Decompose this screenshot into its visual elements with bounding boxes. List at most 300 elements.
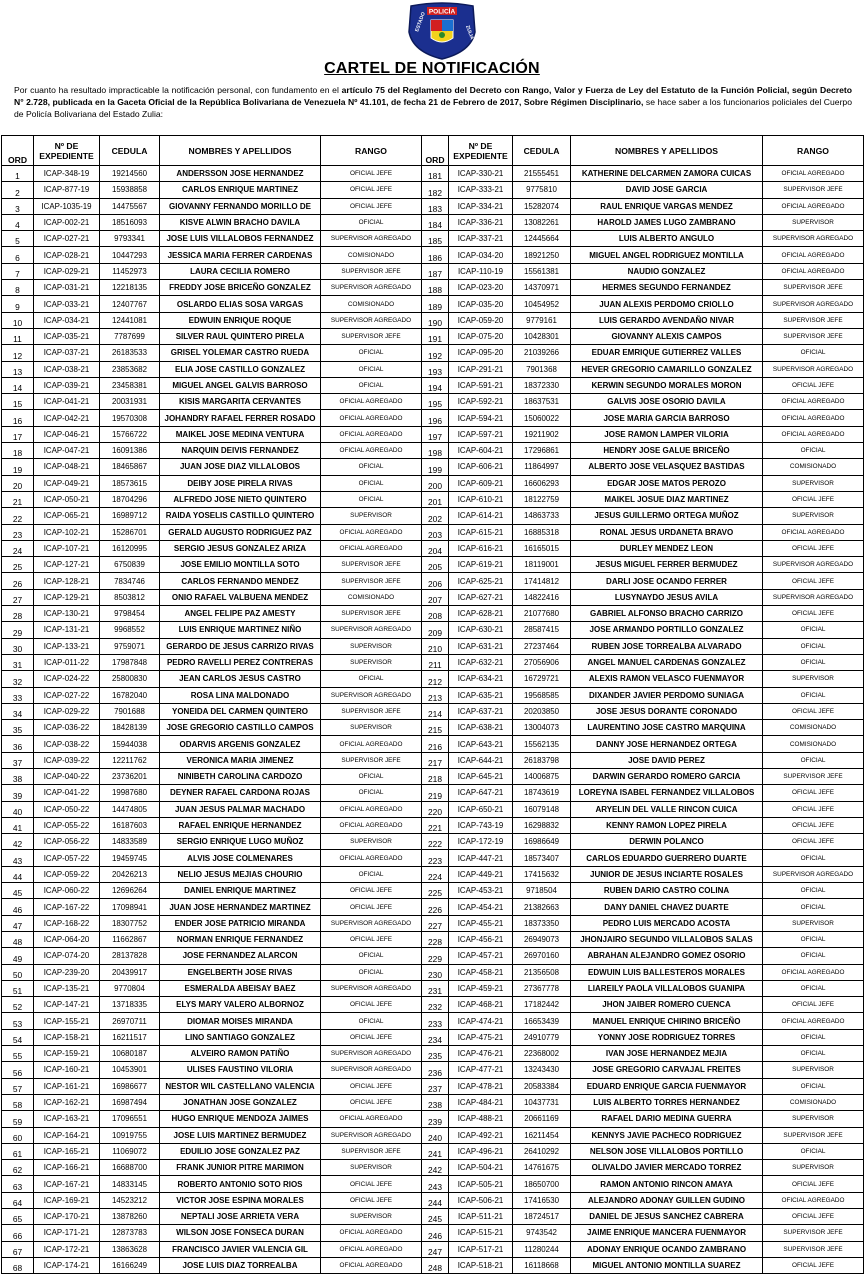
table-row bbox=[2, 296, 422, 312]
cell-nombre: DAVID JOSE GARCIA bbox=[571, 182, 763, 198]
cell-ord: 234 bbox=[422, 1029, 449, 1045]
cell-cedula: 14523212 bbox=[100, 1192, 160, 1208]
cell-expediente: ICAP-643-21 bbox=[449, 736, 513, 752]
cell-ord: 50 bbox=[2, 964, 34, 980]
cell-nombre: RAFAEL ENRIQUE HERNANDEZ bbox=[160, 817, 321, 833]
cell-rango: OFICIAL AGREGADO bbox=[321, 394, 422, 410]
cell-ord: 231 bbox=[422, 980, 449, 996]
cell-ord: 47 bbox=[2, 915, 34, 931]
cell-nombre: MAIKEL JOSUE DIAZ MARTINEZ bbox=[571, 491, 763, 507]
cell-ord: 65 bbox=[2, 1209, 34, 1225]
cell-ord: 5 bbox=[2, 231, 34, 247]
cell-cedula: 12211762 bbox=[100, 752, 160, 768]
table-row bbox=[422, 166, 864, 182]
col-cedula-header: CEDULA bbox=[513, 136, 571, 166]
cell-expediente: ICAP-167-21 bbox=[34, 1176, 100, 1192]
table-row bbox=[2, 703, 422, 719]
table-header-row bbox=[2, 136, 422, 166]
cell-cedula: 19214560 bbox=[100, 166, 160, 182]
cell-expediente: ICAP-474-21 bbox=[449, 1013, 513, 1029]
cell-expediente: ICAP-604-21 bbox=[449, 443, 513, 459]
cell-rango: OFICIAL bbox=[321, 964, 422, 980]
cell-ord: 199 bbox=[422, 459, 449, 475]
cell-expediente: ICAP-038-22 bbox=[34, 736, 100, 752]
cell-cedula: 12441081 bbox=[100, 312, 160, 328]
cell-expediente: ICAP-133-21 bbox=[34, 638, 100, 654]
cell-expediente: ICAP-592-21 bbox=[449, 394, 513, 410]
cell-ord: 10 bbox=[2, 312, 34, 328]
cell-cedula: 16729721 bbox=[513, 671, 571, 687]
cell-ord: 230 bbox=[422, 964, 449, 980]
cell-cedula: 21555451 bbox=[513, 166, 571, 182]
cell-cedula: 26949073 bbox=[513, 931, 571, 947]
cell-nombre: JOSE LUIS VILLALOBOS FERNANDEZ bbox=[160, 231, 321, 247]
cell-cedula: 9968552 bbox=[100, 622, 160, 638]
cell-cedula: 16606293 bbox=[513, 475, 571, 491]
cell-rango: OFICIAL bbox=[321, 1013, 422, 1029]
cell-nombre: ADONAY ENRIQUE OCANDO ZAMBRANO bbox=[571, 1241, 763, 1257]
cell-expediente: ICAP-597-21 bbox=[449, 426, 513, 442]
table-row bbox=[422, 1094, 864, 1110]
cell-expediente: ICAP-619-21 bbox=[449, 557, 513, 573]
cell-ord: 14 bbox=[2, 377, 34, 393]
cell-expediente: ICAP-610-21 bbox=[449, 491, 513, 507]
cell-ord: 40 bbox=[2, 801, 34, 817]
cell-rango: OFICIAL JEFE bbox=[321, 198, 422, 214]
cell-ord: 16 bbox=[2, 410, 34, 426]
cell-ord: 58 bbox=[2, 1094, 34, 1110]
cell-rango: OFICIAL bbox=[321, 377, 422, 393]
cell-rango: OFICIAL JEFE bbox=[321, 883, 422, 899]
cell-ord: 39 bbox=[2, 785, 34, 801]
table-row bbox=[2, 1241, 422, 1257]
cell-nombre: ALBERTO JOSE VELASQUEZ BASTIDAS bbox=[571, 459, 763, 475]
page-title: CARTEL DE NOTIFICACIÓN bbox=[324, 60, 540, 77]
table-row bbox=[422, 638, 864, 654]
cell-expediente: ICAP-158-21 bbox=[34, 1029, 100, 1045]
cell-rango: COMISIONADO bbox=[321, 247, 422, 263]
cell-ord: 219 bbox=[422, 785, 449, 801]
table-row bbox=[422, 1013, 864, 1029]
cell-ord: 212 bbox=[422, 671, 449, 687]
cell-expediente: ICAP-455-21 bbox=[449, 915, 513, 931]
table-row bbox=[422, 1062, 864, 1078]
cell-cedula: 16187603 bbox=[100, 817, 160, 833]
cell-rango: OFICIAL AGREGADO bbox=[321, 817, 422, 833]
cell-nombre: IVAN JOSE HERNANDEZ MEJIA bbox=[571, 1046, 763, 1062]
cell-nombre: LAURENTINO JOSE CASTRO MARQUINA bbox=[571, 720, 763, 736]
table-row bbox=[422, 1143, 864, 1159]
cell-nombre: JUAN ALEXIS PERDOMO CRIOLLO bbox=[571, 296, 763, 312]
cell-nombre: FRANK JUNIOR PITRE MARIMON bbox=[160, 1160, 321, 1176]
table-row bbox=[2, 247, 422, 263]
table-row bbox=[422, 345, 864, 361]
cell-rango: OFICIAL bbox=[321, 671, 422, 687]
table-row bbox=[422, 573, 864, 589]
cell-cedula: 9759071 bbox=[100, 638, 160, 654]
cell-cedula: 15561381 bbox=[513, 263, 571, 279]
cell-cedula: 19459745 bbox=[100, 850, 160, 866]
cell-expediente: ICAP-606-21 bbox=[449, 459, 513, 475]
table-row bbox=[2, 394, 422, 410]
cell-ord: 238 bbox=[422, 1094, 449, 1110]
cell-rango: COMISIONADO bbox=[321, 296, 422, 312]
cell-cedula: 15766722 bbox=[100, 426, 160, 442]
cell-nombre: ALEXIS RAMON VELASCO FUENMAYOR bbox=[571, 671, 763, 687]
cell-cedula: 8503812 bbox=[100, 589, 160, 605]
cell-nombre: SERGIO JESUS GONZALEZ ARIZA bbox=[160, 540, 321, 556]
table-row bbox=[422, 1225, 864, 1241]
cell-nombre: NEPTALI JOSE ARRIETA VERA bbox=[160, 1209, 321, 1225]
cell-expediente: ICAP-615-21 bbox=[449, 524, 513, 540]
cell-expediente: ICAP-035-21 bbox=[34, 328, 100, 344]
cell-rango: SUPERVISOR AGREGADO bbox=[763, 231, 864, 247]
cell-ord: 187 bbox=[422, 263, 449, 279]
cell-expediente: ICAP-518-21 bbox=[449, 1257, 513, 1273]
cell-rango: OFICIAL bbox=[321, 475, 422, 491]
table-row bbox=[422, 883, 864, 899]
cell-nombre: LUIS ENRIQUE MARTINEZ NIÑO bbox=[160, 622, 321, 638]
cell-nombre: ENGELBERTH JOSE RIVAS bbox=[160, 964, 321, 980]
cell-rango: SUPERVISOR bbox=[321, 508, 422, 524]
intro-paragraph bbox=[14, 84, 852, 120]
cell-cedula: 9770804 bbox=[100, 980, 160, 996]
cell-nombre: RONAL JESUS URDANETA BRAVO bbox=[571, 524, 763, 540]
cell-expediente: ICAP-458-21 bbox=[449, 964, 513, 980]
cell-ord: 12 bbox=[2, 345, 34, 361]
cell-cedula: 16211517 bbox=[100, 1029, 160, 1045]
cell-nombre: JOSE LUIS DIAZ TORREALBA bbox=[160, 1257, 321, 1273]
table-row bbox=[422, 214, 864, 230]
table-row bbox=[2, 980, 422, 996]
cell-rango: OFICIAL bbox=[763, 654, 864, 670]
cell-nombre: DANIEL ENRIQUE MARTINEZ bbox=[160, 883, 321, 899]
table-row bbox=[2, 671, 422, 687]
cell-ord: 200 bbox=[422, 475, 449, 491]
cell-rango: SUPERVISOR bbox=[321, 720, 422, 736]
table-row bbox=[422, 850, 864, 866]
cell-cedula: 13243430 bbox=[513, 1062, 571, 1078]
cell-expediente: ICAP-591-21 bbox=[449, 377, 513, 393]
cell-ord: 56 bbox=[2, 1062, 34, 1078]
cell-ord: 21 bbox=[2, 491, 34, 507]
cell-expediente: ICAP-042-21 bbox=[34, 410, 100, 426]
cell-cedula: 21077680 bbox=[513, 606, 571, 622]
cell-rango: OFICIAL AGREGADO bbox=[321, 1225, 422, 1241]
cell-expediente: ICAP-127-21 bbox=[34, 557, 100, 573]
table-row bbox=[2, 475, 422, 491]
cell-ord: 54 bbox=[2, 1029, 34, 1045]
cell-cedula: 9718504 bbox=[513, 883, 571, 899]
cell-expediente: ICAP-627-21 bbox=[449, 589, 513, 605]
cell-expediente: ICAP-056-22 bbox=[34, 834, 100, 850]
cell-cedula: 16782040 bbox=[100, 687, 160, 703]
cell-cedula: 18465867 bbox=[100, 459, 160, 475]
cell-rango: OFICIAL bbox=[763, 345, 864, 361]
table-row bbox=[422, 557, 864, 573]
cell-rango: OFICIAL JEFE bbox=[763, 1257, 864, 1273]
cell-nombre: JOSE MARIA GARCIA BARROSO bbox=[571, 410, 763, 426]
cell-ord: 213 bbox=[422, 687, 449, 703]
cell-nombre: RUBEN DARIO CASTRO COLINA bbox=[571, 883, 763, 899]
cell-ord: 215 bbox=[422, 720, 449, 736]
cell-ord: 24 bbox=[2, 540, 34, 556]
cell-expediente: ICAP-631-21 bbox=[449, 638, 513, 654]
cell-expediente: ICAP-038-21 bbox=[34, 361, 100, 377]
cell-ord: 189 bbox=[422, 296, 449, 312]
cell-ord: 240 bbox=[422, 1127, 449, 1143]
cell-rango: OFICIAL bbox=[763, 850, 864, 866]
cell-rango: OFICIAL bbox=[321, 785, 422, 801]
cell-expediente: ICAP-505-21 bbox=[449, 1176, 513, 1192]
cell-expediente: ICAP-040-22 bbox=[34, 768, 100, 784]
table-row bbox=[422, 589, 864, 605]
cell-ord: 204 bbox=[422, 540, 449, 556]
cell-ord: 218 bbox=[422, 768, 449, 784]
cell-rango: OFICIAL bbox=[321, 361, 422, 377]
cell-ord: 35 bbox=[2, 720, 34, 736]
cell-ord: 216 bbox=[422, 736, 449, 752]
table-row bbox=[422, 459, 864, 475]
cell-rango: OFICIAL JEFE bbox=[763, 1209, 864, 1225]
cell-cedula: 10454952 bbox=[513, 296, 571, 312]
cell-cedula: 18637531 bbox=[513, 394, 571, 410]
cell-rango: SUPERVISOR AGREGADO bbox=[321, 1046, 422, 1062]
cell-expediente: ICAP-456-21 bbox=[449, 931, 513, 947]
cell-nombre: DANNY JOSE HERNANDEZ ORTEGA bbox=[571, 736, 763, 752]
cell-nombre: FREDDY JOSE BRICEÑO GONZALEZ bbox=[160, 280, 321, 296]
cell-ord: 181 bbox=[422, 166, 449, 182]
cell-cedula: 18704296 bbox=[100, 491, 160, 507]
cell-cedula: 9798454 bbox=[100, 606, 160, 622]
cell-cedula: 26410292 bbox=[513, 1143, 571, 1159]
cell-rango: OFICIAL JEFE bbox=[763, 1176, 864, 1192]
cell-rango: OFICIAL JEFE bbox=[763, 703, 864, 719]
table-row bbox=[2, 1078, 422, 1094]
col-cedula-header: CEDULA bbox=[100, 136, 160, 166]
cell-cedula: 26970160 bbox=[513, 948, 571, 964]
cell-cedula: 13004073 bbox=[513, 720, 571, 736]
cell-cedula: 18372330 bbox=[513, 377, 571, 393]
table-row bbox=[2, 622, 422, 638]
cell-expediente: ICAP-164-21 bbox=[34, 1127, 100, 1143]
cell-nombre: NAUDIO GONZALEZ bbox=[571, 263, 763, 279]
table-row bbox=[422, 606, 864, 622]
badge-top-text: POLICÍA bbox=[428, 8, 456, 16]
cell-nombre: RAUL ENRIQUE VARGAS MENDEZ bbox=[571, 198, 763, 214]
table-row bbox=[422, 785, 864, 801]
cell-ord: 198 bbox=[422, 443, 449, 459]
cell-ord: 67 bbox=[2, 1241, 34, 1257]
cell-nombre: JOSE LUIS MARTINEZ BERMUDEZ bbox=[160, 1127, 321, 1143]
cell-nombre: LIAREILY PAOLA VILLALOBOS GUANIPA bbox=[571, 980, 763, 996]
cell-expediente: ICAP-650-21 bbox=[449, 801, 513, 817]
cell-nombre: DIXANDER JAVIER PERDOMO SUNIAGA bbox=[571, 687, 763, 703]
cell-ord: 3 bbox=[2, 198, 34, 214]
table-row bbox=[422, 475, 864, 491]
cell-nombre: WILSON JOSE FONSECA DURAN bbox=[160, 1225, 321, 1241]
table-row bbox=[422, 491, 864, 507]
table-row bbox=[422, 312, 864, 328]
cell-rango: OFICIAL bbox=[763, 1078, 864, 1094]
cell-ord: 49 bbox=[2, 948, 34, 964]
cell-expediente: ICAP-630-21 bbox=[449, 622, 513, 638]
cell-ord: 244 bbox=[422, 1192, 449, 1208]
cell-ord: 7 bbox=[2, 263, 34, 279]
cell-ord: 225 bbox=[422, 883, 449, 899]
cell-ord: 194 bbox=[422, 377, 449, 393]
cell-ord: 235 bbox=[422, 1046, 449, 1062]
cell-cedula: 16298832 bbox=[513, 817, 571, 833]
table-row bbox=[422, 948, 864, 964]
cell-ord: 232 bbox=[422, 997, 449, 1013]
cell-rango: OFICIAL AGREGADO bbox=[763, 263, 864, 279]
table-row bbox=[2, 768, 422, 784]
cell-cedula: 7834746 bbox=[100, 573, 160, 589]
cell-expediente: ICAP-035-20 bbox=[449, 296, 513, 312]
cell-ord: 55 bbox=[2, 1046, 34, 1062]
cell-rango: SUPERVISOR JEFE bbox=[763, 280, 864, 296]
cell-nombre: MAIKEL JOSE MEDINA VENTURA bbox=[160, 426, 321, 442]
cell-cedula: 16688700 bbox=[100, 1160, 160, 1176]
cell-rango: OFICIAL AGREGADO bbox=[321, 410, 422, 426]
cell-rango: OFICIAL AGREGADO bbox=[763, 524, 864, 540]
cell-ord: 227 bbox=[422, 915, 449, 931]
cell-rango: OFICIAL AGREGADO bbox=[763, 964, 864, 980]
cell-expediente: ICAP-024-22 bbox=[34, 671, 100, 687]
cell-expediente: ICAP-169-21 bbox=[34, 1192, 100, 1208]
cell-rango: OFICIAL JEFE bbox=[763, 801, 864, 817]
table-row bbox=[2, 214, 422, 230]
cell-nombre: RAIDA YOSELIS CASTILLO QUINTERO bbox=[160, 508, 321, 524]
cell-ord: 23 bbox=[2, 524, 34, 540]
cell-expediente: ICAP-614-21 bbox=[449, 508, 513, 524]
notification-table-left bbox=[1, 135, 422, 1274]
cell-expediente: ICAP-484-21 bbox=[449, 1094, 513, 1110]
cell-expediente: ICAP-160-21 bbox=[34, 1062, 100, 1078]
cell-rango: OFICIAL bbox=[763, 899, 864, 915]
cell-expediente: ICAP-634-21 bbox=[449, 671, 513, 687]
cell-cedula: 16166249 bbox=[100, 1257, 160, 1273]
cell-rango: OFICIAL JEFE bbox=[763, 377, 864, 393]
cell-nombre: NELIO JESUS MEJIAS CHOURIO bbox=[160, 866, 321, 882]
cell-ord: 15 bbox=[2, 394, 34, 410]
cell-rango: OFICIAL AGREGADO bbox=[321, 540, 422, 556]
intro-part-2-bold: artículo 75 del Reglamento del Decreto con Rango, Valor y Fuerza de Ley del Estatuto de la Función Policial, según Decreto N° 2.728, publicada en la Gaceta Oficial de la República Bolivariana de Venezuela Nº 41.101, de fecha 21 de Febrero de 2017, Sobre Régimen Disciplinario, bbox=[14, 85, 852, 107]
cell-rango: OFICIAL JEFE bbox=[321, 1029, 422, 1045]
cell-cedula: 13718335 bbox=[100, 997, 160, 1013]
cell-ord: 226 bbox=[422, 899, 449, 915]
table-row bbox=[422, 654, 864, 670]
cell-cedula: 9743542 bbox=[513, 1225, 571, 1241]
cell-ord: 186 bbox=[422, 247, 449, 263]
cell-cedula: 18724517 bbox=[513, 1209, 571, 1225]
cell-expediente: ICAP-002-21 bbox=[34, 214, 100, 230]
cell-cedula: 21382663 bbox=[513, 899, 571, 915]
cell-cedula: 9793341 bbox=[100, 231, 160, 247]
cell-rango: SUPERVISOR JEFE bbox=[321, 328, 422, 344]
cell-expediente: ICAP-645-21 bbox=[449, 768, 513, 784]
cell-nombre: YONNY JOSE RODRIGUEZ TORRES bbox=[571, 1029, 763, 1045]
cell-nombre: DURLEY MENDEZ LEON bbox=[571, 540, 763, 556]
cell-ord: 1 bbox=[2, 166, 34, 182]
table-row bbox=[422, 198, 864, 214]
cell-nombre: LAURA CECILIA ROMERO bbox=[160, 263, 321, 279]
table-row bbox=[422, 687, 864, 703]
cell-cedula: 27367778 bbox=[513, 980, 571, 996]
cell-expediente: ICAP-170-21 bbox=[34, 1209, 100, 1225]
cell-expediente: ICAP-511-21 bbox=[449, 1209, 513, 1225]
cell-expediente: ICAP-594-21 bbox=[449, 410, 513, 426]
cell-ord: 205 bbox=[422, 557, 449, 573]
cell-expediente: ICAP-174-21 bbox=[34, 1257, 100, 1273]
cell-expediente: ICAP-095-20 bbox=[449, 345, 513, 361]
cell-cedula: 17416530 bbox=[513, 1192, 571, 1208]
cell-cedula: 25800830 bbox=[100, 671, 160, 687]
cell-rango: OFICIAL JEFE bbox=[763, 491, 864, 507]
cell-ord: 193 bbox=[422, 361, 449, 377]
cell-rango: OFICIAL JEFE bbox=[763, 817, 864, 833]
cell-expediente: ICAP-057-22 bbox=[34, 850, 100, 866]
cell-rango: SUPERVISOR bbox=[763, 915, 864, 931]
cell-rango: OFICIAL JEFE bbox=[321, 1176, 422, 1192]
table-row bbox=[2, 948, 422, 964]
cell-ord: 51 bbox=[2, 980, 34, 996]
cell-expediente: ICAP-449-21 bbox=[449, 866, 513, 882]
cell-expediente: ICAP-334-21 bbox=[449, 198, 513, 214]
cell-cedula: 10453901 bbox=[100, 1062, 160, 1078]
cell-rango: OFICIAL JEFE bbox=[763, 834, 864, 850]
cell-ord: 30 bbox=[2, 638, 34, 654]
cell-ord: 196 bbox=[422, 410, 449, 426]
cell-ord: 236 bbox=[422, 1062, 449, 1078]
table-row bbox=[422, 410, 864, 426]
cell-expediente: ICAP-168-22 bbox=[34, 915, 100, 931]
cell-ord: 242 bbox=[422, 1160, 449, 1176]
cell-cedula: 11069072 bbox=[100, 1143, 160, 1159]
cell-nombre: JOSE RAMON LAMPER VILORIA bbox=[571, 426, 763, 442]
cell-cedula: 20203850 bbox=[513, 703, 571, 719]
cell-cedula: 17414812 bbox=[513, 573, 571, 589]
table-row bbox=[2, 899, 422, 915]
cell-expediente: ICAP-102-21 bbox=[34, 524, 100, 540]
cell-rango: SUPERVISOR AGREGADO bbox=[321, 1062, 422, 1078]
cell-ord: 44 bbox=[2, 866, 34, 882]
cell-expediente: ICAP-496-21 bbox=[449, 1143, 513, 1159]
cell-nombre: ROBERTO ANTONIO SOTO RIOS bbox=[160, 1176, 321, 1192]
table-row bbox=[2, 589, 422, 605]
cell-expediente: ICAP-130-21 bbox=[34, 606, 100, 622]
cell-cedula: 16989712 bbox=[100, 508, 160, 524]
cell-ord: 221 bbox=[422, 817, 449, 833]
cell-expediente: ICAP-023-20 bbox=[449, 280, 513, 296]
cell-rango: OFICIAL JEFE bbox=[763, 573, 864, 589]
cell-expediente: ICAP-171-21 bbox=[34, 1225, 100, 1241]
cell-expediente: ICAP-110-19 bbox=[449, 263, 513, 279]
table-row bbox=[2, 736, 422, 752]
table-row bbox=[422, 443, 864, 459]
cell-nombre: KISVE ALWIN BRACHO DAVILA bbox=[160, 214, 321, 230]
table-row bbox=[2, 997, 422, 1013]
cell-cedula: 20583384 bbox=[513, 1078, 571, 1094]
cell-ord: 245 bbox=[422, 1209, 449, 1225]
cell-rango: OFICIAL bbox=[321, 345, 422, 361]
cell-expediente: ICAP-330-21 bbox=[449, 166, 513, 182]
table-row bbox=[2, 752, 422, 768]
cell-expediente: ICAP-029-22 bbox=[34, 703, 100, 719]
cell-nombre: JONATHAN JOSE GONZALEZ bbox=[160, 1094, 321, 1110]
cell-rango: OFICIAL AGREGADO bbox=[763, 410, 864, 426]
